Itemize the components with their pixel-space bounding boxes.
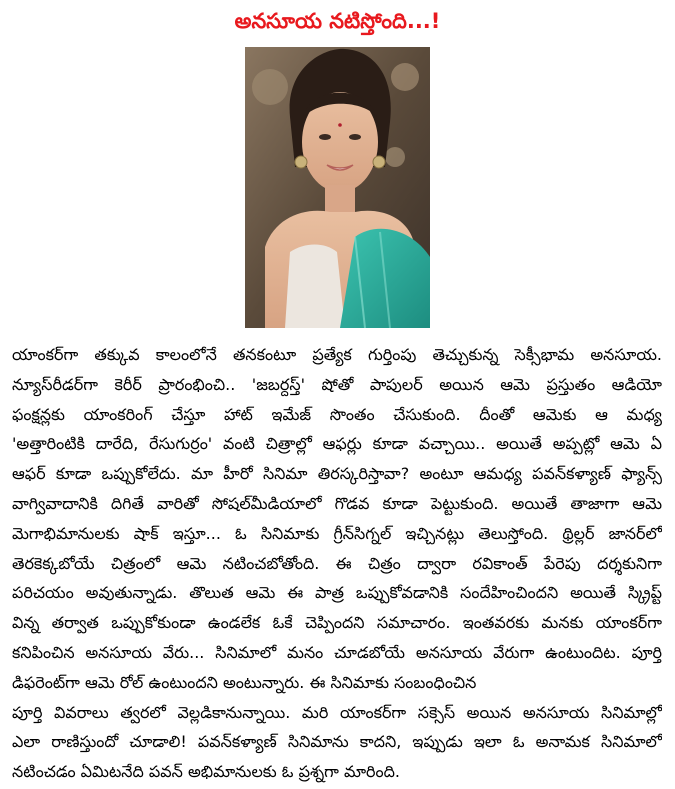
article-line: మెగాభిమానులకు షాక్ ఇస్తూ... ఓ సినిమాకు గ్రీన్‌సిగ్నల్ ఇచ్చినట్లు తెలుస్తోంది. థ్రిల్లర్ జానర్‌లో [12, 523, 662, 543]
article-line: వాగ్వివాదానికి దిగితే వారితో సోషల్‌మీడియాలో గొడవ కూడా పెట్టుకుంది. అయితే తాజాగా ఆమె [12, 493, 662, 513]
article-line: పరిచయం అవుతున్నాడు. తొలుత ఆమె ఈ పాత్ర ఒప్పుకోవడానికి సందేహించిందని అయితే స్క్రిప్ట్ [12, 583, 662, 603]
article-line: ఎలా రాణిస్తుందో చూడాలి! పవన్‌కళ్యాణ్ సినిమాను కాదని, ఇప్పుడు ఇలా ఓ అనామక సినిమాలో [12, 732, 662, 752]
article-line: న్యూస్‌రీడర్‌గా కెరీర్ ప్రారంభించి.. 'జబర్దస్త్' షోతో పాపులర్ అయిన ఆమె ప్రస్తుతం ఆడియో [12, 374, 662, 394]
article-line-last: నటించడం ఏమిటనేది పవన్ అభిమానులకు ఓ ప్రశ్నగా మారింది. [12, 762, 400, 782]
article-line: ఫంక్షన్లకు యాంకరింగ్ చేస్తూ హాట్ ఇమేజ్ సొంతం చేసుకుంది. దీంతో ఆమెకు ఆ మధ్య [12, 404, 662, 424]
article-line: పూర్తి వివరాలు త్వరలో వెల్లడికానున్నాయి. మరి యాంకర్‌గా సక్సెస్ అయిన అనసూయ సినిమాల్లో [12, 702, 662, 722]
article-body [12, 340, 662, 787]
actress-portrait-photo [245, 47, 430, 328]
article-headline: అనసూయ నటిస్తోంది...! [234, 9, 441, 33]
article-line: ఆఫర్ కూడా ఒప్పుకోలేదు. మా హీరో సినిమా తిరస్కరిస్తావా? అంటూ ఆమధ్య పవన్‌కళ్యాణ్ ఫ్యాన్స్ [12, 464, 662, 484]
article-line: తెరకెక్కబోయే చిత్రంలో ఆమె నటించబోతోంది. ఈ చిత్రం ద్వారా రవికాంత్ పేరెపు దర్శకునిగా [12, 553, 662, 573]
article-line: యాంకర్‌గా తక్కువ కాలంలోనే తనకంటూ ప్రత్యేక గుర్తింపు తెచ్చుకున్న సెక్సీభామ అనసూయ. [12, 345, 662, 364]
article-line: కనిపించిన అనసూయ వేరు... సినిమాలో మనం చూడబోయే అనసూయ వేరుగా ఉంటుందిట. పూర్తి [12, 642, 662, 662]
article-line: విన్న తర్వాత ఒప్పుకోకుండా ఉండలేక ఓకే చెప్పిందని సమాచారం. ఇంతవరకు మనకు యాంకర్‌గా [12, 613, 662, 633]
article-line: డిఫరెంట్‌గా ఆమె రోల్ ఉంటుందని అంటున్నారు. ఈ సినిమాకు సంబంధించిన [12, 672, 477, 692]
article-line: 'అత్తారింటికి దారేది, రేసుగుర్రం' వంటి చిత్రాల్లో ఆఫర్లు కూడా వచ్చాయి.. అయితే అప్పట్లో ఆమె ఏ [12, 434, 662, 454]
